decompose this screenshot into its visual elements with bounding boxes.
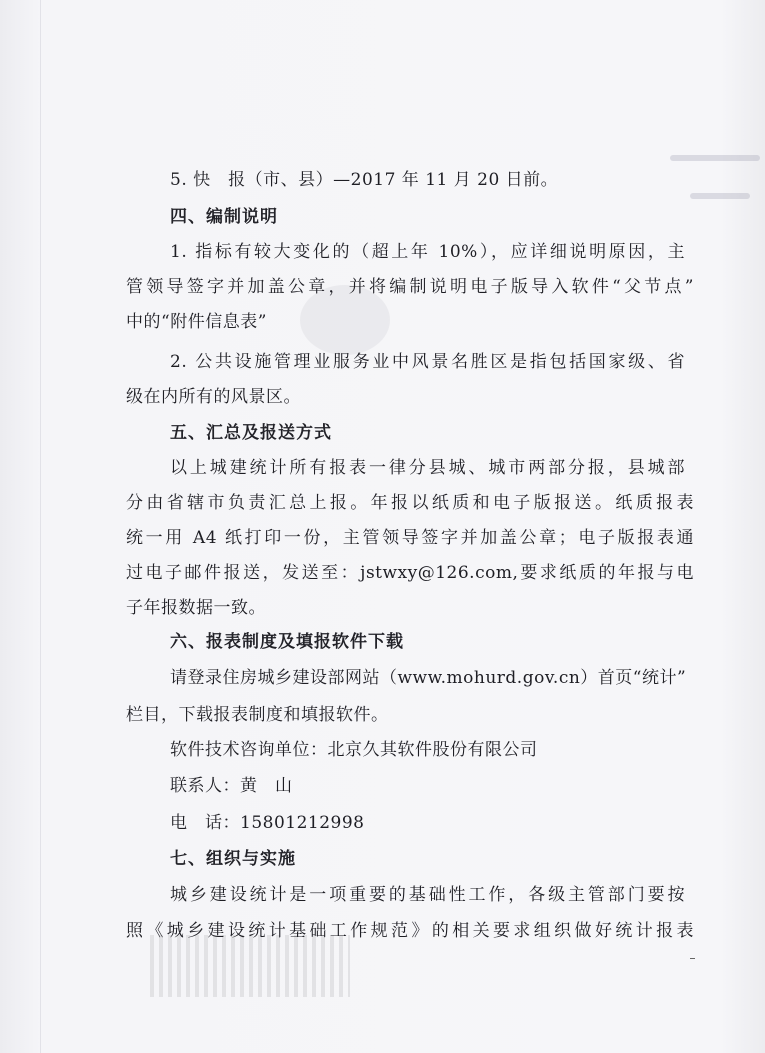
deadline-item-5: 5. 快 报（市、县）—2017 年 11 月 20 日前。 xyxy=(170,170,559,190)
page-mark xyxy=(690,958,695,959)
paragraph-line: 2. 公共设施管理业服务业中风景名胜区是指包括国家级、省 xyxy=(170,352,685,372)
paragraph-line: 栏目，下载报表制度和填报软件。 xyxy=(126,705,389,725)
paragraph-line: 过电子邮件报送，发送至：jstwxy@126.com,要求纸质的年报与电 xyxy=(126,563,694,583)
paragraph-line: 统一用 A4 纸打印一份，主管领导签字并加盖公章；电子版报表通 xyxy=(126,528,694,548)
paragraph-line: 1. 指标有较大变化的（超上年 10%），应详细说明原因，主 xyxy=(170,242,685,262)
paragraph-line: 以上城建统计所有报表一律分县城、城市两部分报，县城部 xyxy=(170,458,685,478)
paragraph-line: 子年报数据一致。 xyxy=(126,598,266,618)
section-heading-7: 七、组织与实施 xyxy=(170,849,296,869)
paragraph-line: 中的“附件信息表” xyxy=(126,312,267,332)
paragraph-line: 请登录住房城乡建设部网站（www.mohurd.gov.cn）首页“统计” xyxy=(170,668,687,688)
paragraph-line: 级在内所有的风景区。 xyxy=(126,387,301,407)
contact-person: 联系人：黄 山 xyxy=(170,776,293,796)
page-edge-shadow xyxy=(40,0,41,1053)
paragraph-line: 照《城乡建设统计基础工作规范》的相关要求组织做好统计报表 xyxy=(126,921,694,941)
paragraph-line: 管领导签字并加盖公章，并将编制说明电子版导入软件“父节点” xyxy=(126,277,694,297)
section-heading-6: 六、报表制度及填报软件下载 xyxy=(170,632,404,652)
paragraph-line: 分由省辖市负责汇总上报。年报以纸质和电子版报送。纸质报表 xyxy=(126,493,694,513)
contact-phone: 电 话：15801212998 xyxy=(170,813,365,833)
support-company: 软件技术咨询单位：北京久其软件股份有限公司 xyxy=(170,740,538,760)
section-heading-5: 五、汇总及报送方式 xyxy=(170,423,332,443)
paragraph-line: 城乡建设统计是一项重要的基础性工作，各级主管部门要按 xyxy=(170,885,685,905)
section-heading-4: 四、编制说明 xyxy=(170,207,278,227)
bleed-through-stamp xyxy=(150,935,350,997)
bleed-through-marks xyxy=(670,145,765,235)
